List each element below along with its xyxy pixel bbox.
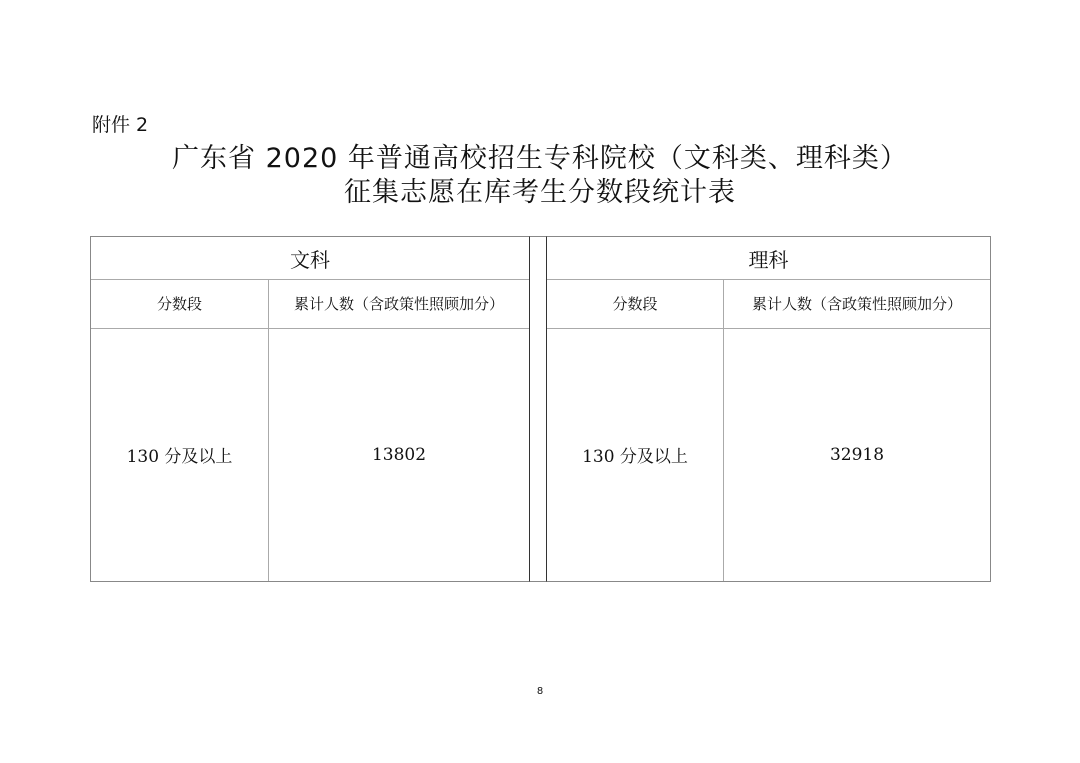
attachment-label: 附件 2 (92, 114, 149, 136)
liberal-arts-table (90, 236, 530, 582)
cumulative-count-header: 累计人数（含政策性照顾加分） (293, 295, 504, 313)
score-range-cell: 130 分及以上 (547, 328, 724, 581)
science-table (546, 236, 991, 582)
document-title-line1: 广东省 2020 年普通高校招生专科院校（文科类、理科类） (172, 143, 908, 174)
table-row (91, 328, 529, 581)
table-header-row (91, 279, 529, 329)
cumulative-count-cell: 32918 (829, 444, 885, 465)
table-category-header: 文科 (91, 237, 529, 280)
score-range-header: 分数段 (91, 279, 269, 328)
page-number: 8 (536, 686, 544, 697)
score-range-cell: 130 分及以上 (91, 328, 269, 581)
cumulative-count-header: 累计人数（含政策性照顾加分） (751, 295, 962, 313)
table-row (547, 328, 990, 581)
score-range-header: 分数段 (547, 279, 724, 328)
document-title-line2: 征集志愿在库考生分数段统计表 (344, 177, 736, 208)
cumulative-count-cell: 13802 (371, 444, 427, 465)
table-divider (530, 236, 546, 582)
table-category-header: 理科 (547, 237, 990, 280)
table-header-row (547, 279, 990, 329)
